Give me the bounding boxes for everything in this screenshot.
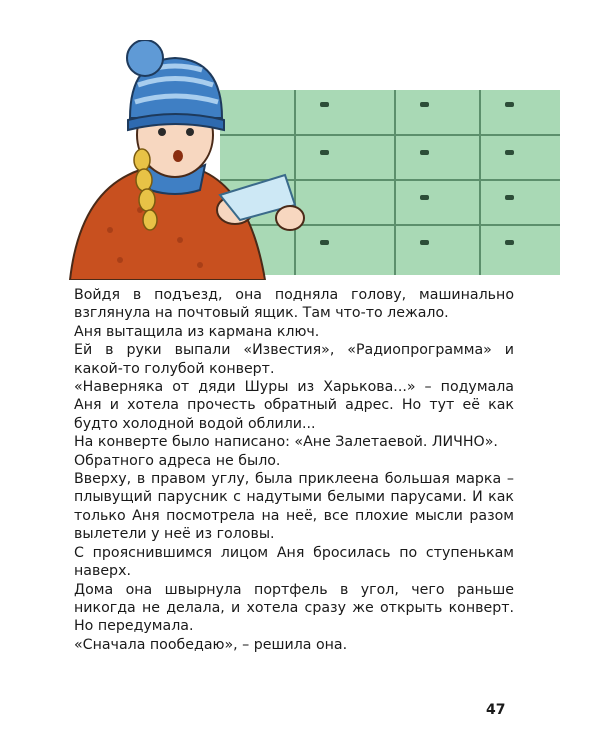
knit-hat bbox=[127, 40, 224, 130]
paragraph: «Сначала пообедаю», – решила она. bbox=[74, 636, 348, 653]
paragraph: Обратного адреса не было. bbox=[74, 452, 281, 469]
paragraph: Войдя в подъезд, она подняла голову, машинально взглянула на почтовый ящик. Там что-то лежало. bbox=[74, 287, 514, 322]
paragraph: Дома она швырнула портфель в угол, чего раньше никогда не делала, и хотела сразу же открыть конверт. Но передумала. bbox=[74, 581, 514, 635]
paragraph: Аня вытащила из кармана ключ. bbox=[74, 323, 320, 340]
paragraph: Ей в руки выпали «Известия», «Радиопрограмма» и какой-то голубой конверт. bbox=[74, 342, 514, 377]
story-text bbox=[74, 286, 514, 654]
paragraph: С прояснившимся лицом Аня бросилась по ступенькам наверх. bbox=[74, 544, 514, 580]
page-number: 47 bbox=[486, 702, 506, 718]
paragraph: На конверте было написано: «Ане Залетаевой. ЛИЧНО». bbox=[74, 434, 498, 451]
pompom bbox=[127, 40, 163, 76]
paragraph: «Наверняка от дяди Шуры из Харькова...» – подумала Аня и хотела прочесть обратный адрес. Но тут её как будто холодной водой облили... bbox=[74, 379, 514, 432]
paragraph: Вверху, в правом углу, была приклеена большая марка – плывущий парусник с надутыми белыми парусами. И как только Аня посмотрела на неё, все плохие мысли разом вылетели у неё из головы. bbox=[74, 471, 514, 543]
illustration-girl-mailbox bbox=[50, 40, 560, 280]
